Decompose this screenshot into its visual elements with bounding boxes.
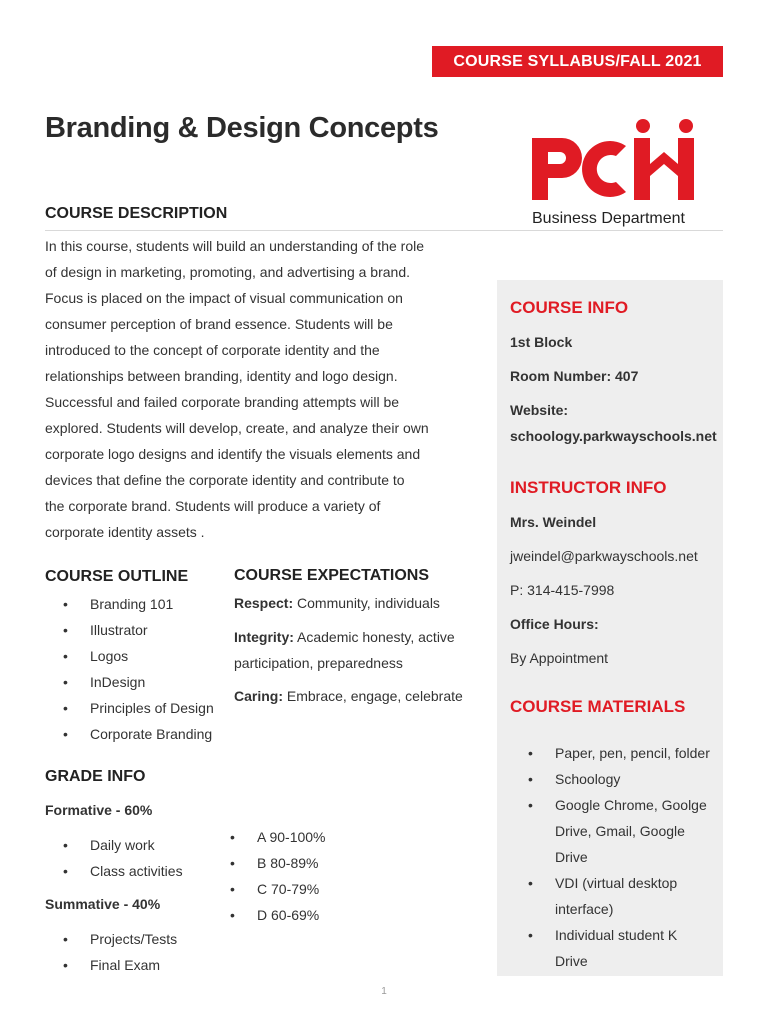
list-item: • B 80-89% <box>212 850 372 876</box>
course-description-heading: COURSE DESCRIPTION <box>45 205 228 222</box>
integrity-text: Academic honesty, active <box>297 629 455 645</box>
list-item: • Projects/Tests <box>45 926 225 952</box>
expectations-respect <box>234 590 484 616</box>
list-item: • Individual student K Drive <box>510 922 720 974</box>
course-outline-list <box>45 591 235 747</box>
formative-label: Formative - 60% <box>45 802 153 818</box>
description-line: the corporate brand. Students will produce a variety of <box>45 498 381 514</box>
formative-list <box>45 832 225 884</box>
list-item: • Schoology <box>510 766 720 792</box>
list-item: • Branding 101 <box>45 591 235 617</box>
class-block: 1st Block <box>510 334 573 350</box>
list-item: • Daily work <box>45 832 225 858</box>
respect-text: Community, individuals <box>297 595 440 611</box>
page-number: 1 <box>381 986 387 997</box>
description-line: Successful and failed corporate branding attempts will be <box>45 394 400 410</box>
description-line: In this course, students will build an understanding of the role <box>45 238 425 254</box>
course-materials-heading: COURSE MATERIALS <box>510 697 686 716</box>
integrity-text-continued: participation, preparedness <box>234 655 403 671</box>
description-line: Focus is placed on the impact of visual communication on <box>45 290 403 306</box>
list-item: • InDesign <box>45 669 235 695</box>
grade-scale-list <box>212 824 372 928</box>
course-outline-heading: COURSE OUTLINE <box>45 568 189 585</box>
course-info-heading: COURSE INFO <box>510 298 629 317</box>
website-link[interactable]: schoology.parkwayschools.net <box>510 428 717 444</box>
description-line: consumer perception of brand essence. Students will be <box>45 316 393 332</box>
list-item: • Corporate Branding <box>45 721 235 747</box>
syllabus-banner: COURSE SYLLABUS/FALL 2021 <box>432 46 723 77</box>
course-info-block <box>510 325 720 449</box>
instructor-email[interactable]: jweindel@parkwayschools.net <box>510 548 698 564</box>
caring-text: Embrace, engage, celebrate <box>286 688 463 704</box>
expectations-caring <box>234 683 484 709</box>
pch-logo-graphic <box>528 112 698 230</box>
list-item: • Principles of Design <box>45 695 235 721</box>
list-item: • Final Exam <box>45 952 225 978</box>
summative-label: Summative - 40% <box>45 896 161 912</box>
list-item: • C 70-79% <box>212 876 372 902</box>
course-expectations-heading: COURSE EXPECTATIONS <box>234 567 429 584</box>
list-item: • A 90-100% <box>212 824 372 850</box>
respect-label: Respect: <box>234 595 294 611</box>
description-line: relationships between branding, identity and logo design. <box>45 368 398 384</box>
room-number: Room Number: 407 <box>510 368 639 384</box>
list-item: • D 60-69% <box>212 902 372 928</box>
expectations-integrity <box>234 624 484 676</box>
integrity-label: Integrity: <box>234 629 294 645</box>
list-item: • VDI (virtual desktop interface) <box>510 870 720 922</box>
instructor-info-heading: INSTRUCTOR INFO <box>510 478 667 497</box>
list-item: • Class activities <box>45 858 225 884</box>
list-item: • Google Chrome, Goolge Drive, Gmail, Google Drive <box>510 792 720 870</box>
instructor-name: Mrs. Weindel <box>510 514 597 530</box>
course-materials-list <box>510 740 720 974</box>
course-description-text <box>45 233 460 545</box>
caring-label: Caring: <box>234 688 283 704</box>
description-line: corporate identity assets . <box>45 524 205 540</box>
website-label: Website: <box>510 402 569 418</box>
description-line: explored. Students will develop, create, and analyze their own <box>45 420 429 436</box>
list-item: • Paper, pen, pencil, folder <box>510 740 720 766</box>
grade-info-heading: GRADE INFO <box>45 768 146 785</box>
description-line: of design in marketing, promoting, and advertising a brand. <box>45 264 410 280</box>
page-title: Branding & Design Concepts <box>45 112 439 144</box>
instructor-phone: P: 314-415-7998 <box>510 582 615 598</box>
list-item: • Illustrator <box>45 617 235 643</box>
description-line: devices that define the corporate identity and contribute to <box>45 472 405 488</box>
description-line: corporate logo designs and identify the visuals elements and <box>45 446 421 462</box>
office-hours-value: By Appointment <box>510 650 609 666</box>
list-item: • Logos <box>45 643 235 669</box>
summative-list <box>45 926 225 978</box>
school-logo <box>528 112 698 230</box>
section-divider <box>45 230 723 231</box>
description-line: introduced to the concept of corporate identity and the <box>45 342 380 358</box>
instructor-info-block <box>510 505 720 675</box>
office-hours-label: Office Hours: <box>510 616 599 632</box>
logo-subtitle: Business Department <box>532 210 685 227</box>
